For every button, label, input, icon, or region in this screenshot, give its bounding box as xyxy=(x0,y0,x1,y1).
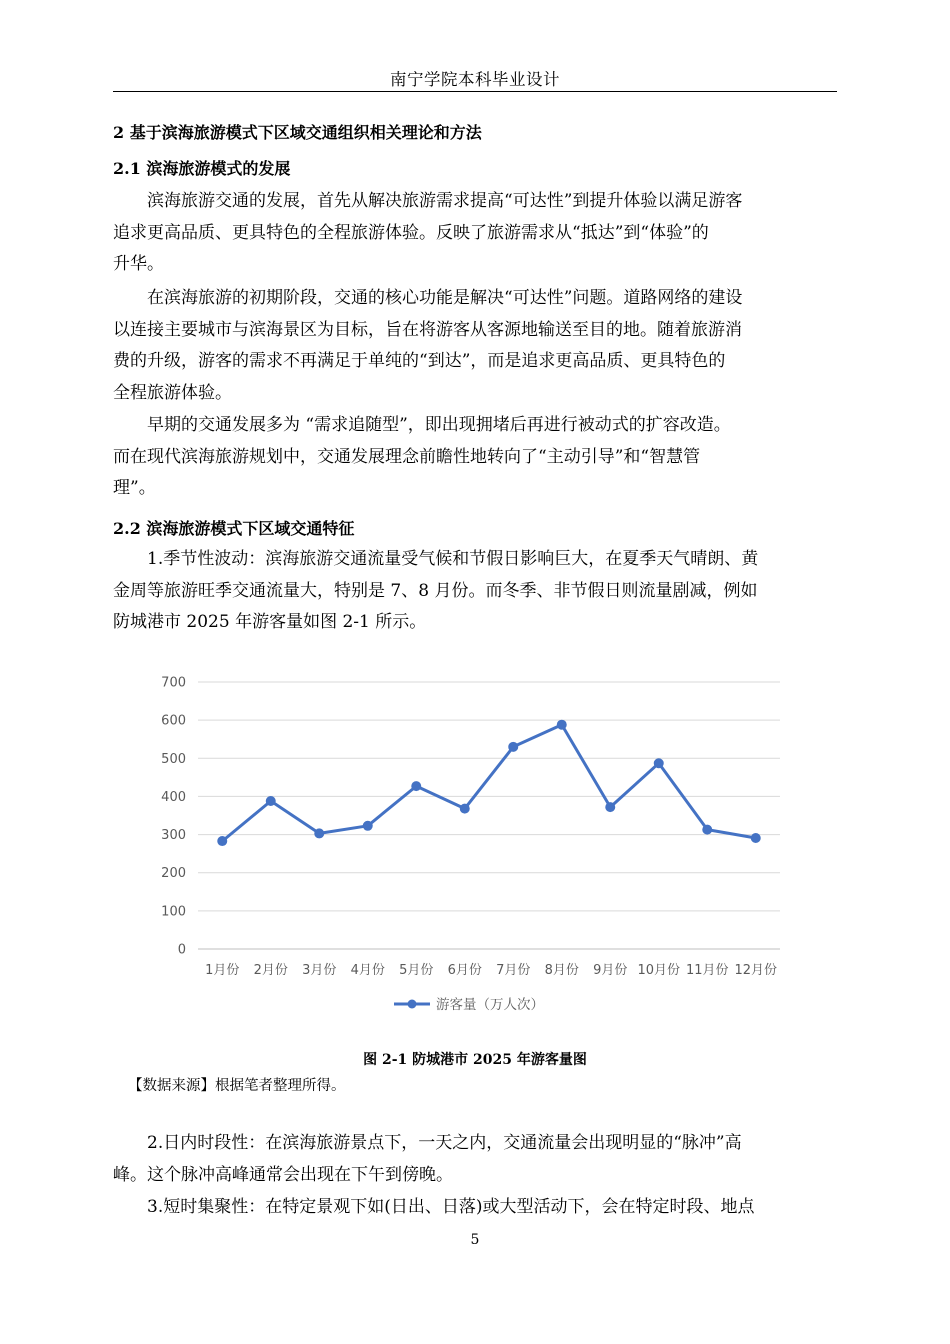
page-number: 5 xyxy=(470,1232,480,1248)
data-point xyxy=(509,742,518,751)
data-point xyxy=(557,720,566,729)
data-point xyxy=(315,829,324,838)
x-tick-label: 10月份 xyxy=(637,963,681,978)
paragraph-4 xyxy=(113,544,837,639)
paragraph-line: 以连接主要城市与滨海景区为目标，旨在将游客从客源地输送至目的地。随着旅游消 xyxy=(113,319,742,340)
paragraph-line: 理”。 xyxy=(113,478,156,498)
paragraph-3 xyxy=(113,410,837,505)
line-chart-svg xyxy=(148,660,798,1040)
line-chart xyxy=(148,660,798,1040)
running-header: 南宁学院本科毕业设计 xyxy=(390,70,560,89)
legend-marker xyxy=(408,1000,417,1009)
paragraph-line: 升华。 xyxy=(113,254,164,274)
data-point xyxy=(751,834,760,843)
paragraph-line: 全程旅游体验。 xyxy=(113,382,232,403)
section-heading-2-2: 2.2 滨海旅游模式下区域交通特征 xyxy=(113,519,355,538)
data-point xyxy=(460,804,469,813)
data-point xyxy=(606,803,615,812)
data-point xyxy=(654,759,663,768)
data-point xyxy=(412,782,421,791)
legend-label: 游客量（万人次） xyxy=(436,997,544,1013)
paragraph-line: 2.日内时段性：在滨海旅游景点下，一天之内，交通流量会出现明显的“脉冲”高 xyxy=(147,1133,742,1153)
y-tick-label: 400 xyxy=(161,789,186,805)
data-source-note: 【数据来源】根据笔者整理所得。 xyxy=(128,1078,346,1094)
x-tick-label: 5月份 xyxy=(399,963,434,978)
paragraph-line: 早期的交通发展多为 “需求追随型”，即出现拥堵后再进行被动式的扩容改造。 xyxy=(147,415,731,435)
paragraph-line: 3.短时集聚性：在特定景观下如(日出、日落)或大型活动下，会在特定时段、地点 xyxy=(147,1197,755,1217)
y-tick-label: 600 xyxy=(161,713,186,729)
paragraph-line: 而在现代滨海旅游规划中，交通发展理念前瞻性地转向了“主动引导”和“智慧管 xyxy=(113,446,701,467)
paragraph-line: 峰。这个脉冲高峰通常会出现在下午到傍晚。 xyxy=(113,1164,453,1185)
x-tick-label: 11月份 xyxy=(685,963,729,978)
paragraph-line: 防城港市 2025 年游客量如图 2-1 所示。 xyxy=(113,612,427,632)
y-tick-label: 300 xyxy=(161,828,186,844)
y-tick-label: 100 xyxy=(161,904,186,920)
data-point xyxy=(218,837,227,846)
paragraph-line: 金周等旅游旺季交通流量大，特别是 7、8 月份。而冬季、非节假日则流量剧减，例如 xyxy=(113,580,758,601)
y-tick-label: 200 xyxy=(161,866,186,882)
x-tick-label: 3月份 xyxy=(302,963,337,978)
paragraph-line: 追求更高品质、更具特色的全程旅游体验。反映了旅游需求从“抵达”到“体验”的 xyxy=(113,222,709,243)
paragraph-1 xyxy=(113,186,837,281)
paragraph-2 xyxy=(113,283,837,409)
section-heading-2-1: 2.1 滨海旅游模式的发展 xyxy=(113,159,291,178)
x-tick-label: 1月份 xyxy=(205,963,240,978)
x-tick-label: 2月份 xyxy=(253,963,288,978)
x-tick-label: 12月份 xyxy=(734,963,778,978)
series-line xyxy=(222,725,756,841)
x-tick-label: 6月份 xyxy=(447,963,482,978)
data-point xyxy=(363,821,372,830)
figure-caption: 图 2-1 防城港市 2025 年游客量图 xyxy=(363,1052,587,1068)
y-tick-label: 500 xyxy=(161,751,186,767)
paragraph-line: 费的升级，游客的需求不再满足于单纯的“到达”，而是追求更高品质、更具特色的 xyxy=(113,351,726,371)
y-tick-label: 0 xyxy=(177,942,186,958)
x-tick-label: 7月份 xyxy=(496,963,531,978)
section-heading-2: 2 基于滨海旅游模式下区域交通组织相关理论和方法 xyxy=(113,123,482,142)
paragraph-5 xyxy=(113,1128,837,1191)
paragraph-line: 1.季节性波动：滨海旅游交通流量受气候和节假日影响巨大，在夏季天气晴朗、黄 xyxy=(147,549,759,569)
x-tick-label: 8月份 xyxy=(544,963,579,978)
data-point xyxy=(703,825,712,834)
paragraph-line: 在滨海旅游的初期阶段，交通的核心功能是解决“可达性”问题。道路网络的建设 xyxy=(147,288,743,308)
paragraph-line: 滨海旅游交通的发展，首先从解决旅游需求提高“可达性”到提升体验以满足游客 xyxy=(147,191,743,211)
x-tick-label: 4月份 xyxy=(350,963,385,978)
x-tick-label: 9月份 xyxy=(593,963,628,978)
y-tick-label: 700 xyxy=(161,675,186,691)
data-point xyxy=(266,797,275,806)
paragraph-6 xyxy=(113,1192,837,1224)
header-rule xyxy=(113,91,837,92)
